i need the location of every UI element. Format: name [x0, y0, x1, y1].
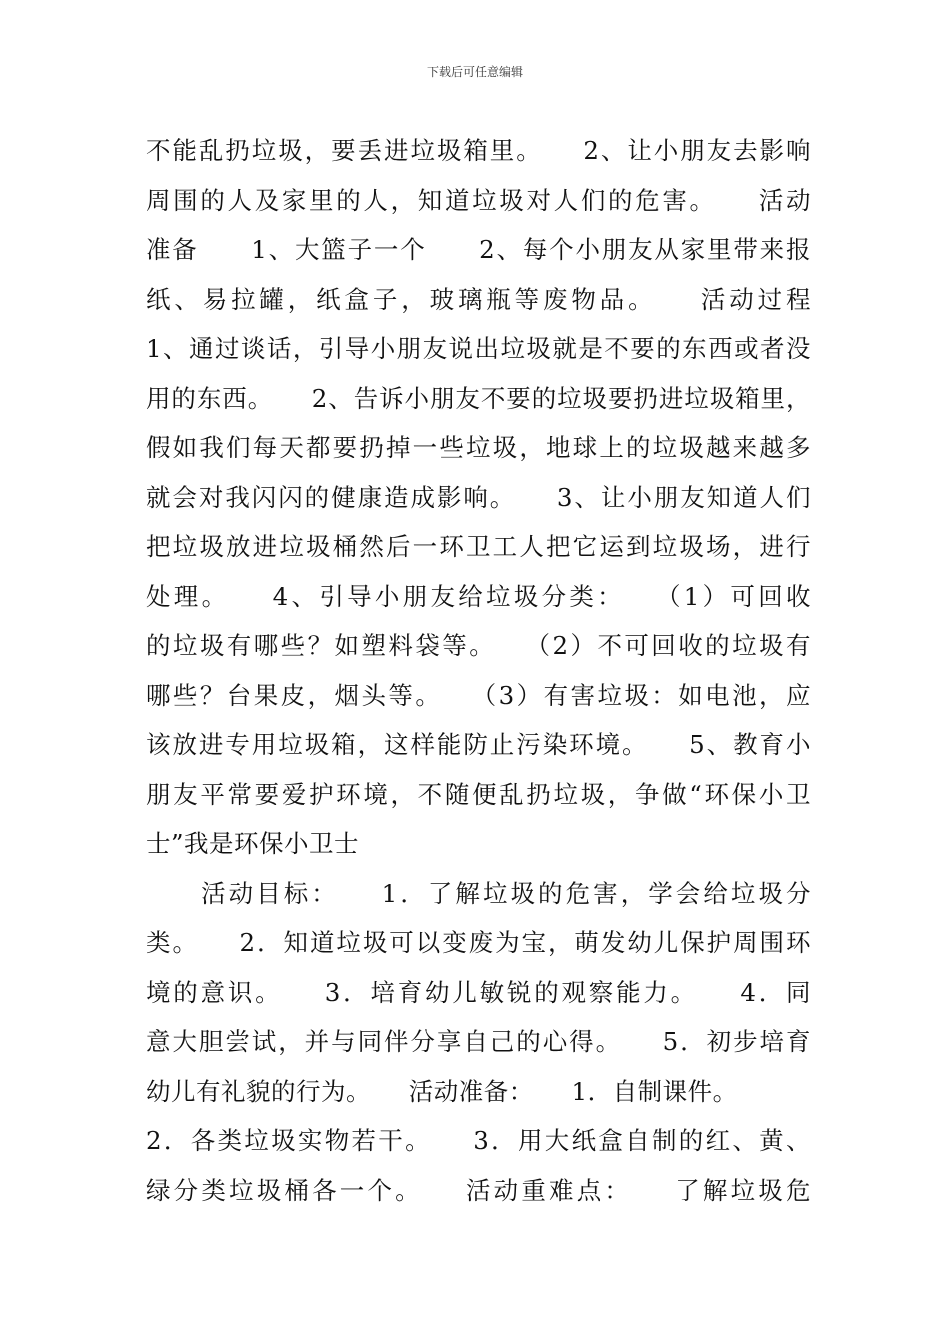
text-line: 不能乱扔垃圾，要丢进垃圾箱里。 2、让小朋友去影响 — [146, 136, 811, 165]
text-line: 幼儿有礼貌的行为。 活动准备： 1．自制课件。 — [146, 1076, 738, 1106]
text-line: 该放进专用垃圾箱，这样能防止污染环境。 5、教育小 — [146, 730, 811, 759]
text-line: 意大胆尝试，并与同伴分享自己的心得。 5．初步培育 — [146, 1027, 811, 1056]
text-line: 境的意识。 3．培育幼儿敏锐的观察能力。 4．同 — [146, 977, 811, 1007]
paragraph-1 — [146, 126, 811, 869]
paragraph-2 — [146, 869, 811, 1216]
text-line: 哪些？台果皮，烟头等。 （3）有害垃圾：如电池，应 — [146, 680, 811, 710]
text-line: 处理。 4、引导小朋友给垃圾分类： （1）可回收 — [146, 581, 811, 611]
page-header: 下载后可任意编辑 — [426, 65, 523, 79]
text-line: 1、通过谈话，引导小朋友说出垃圾就是不要的东西或者没 — [146, 334, 811, 363]
text-line: 朋友平常要爱护环境，不随便乱扔垃圾，争做“环保小卫 — [146, 779, 811, 809]
text-line: 准备 1、大篮子一个 2、每个小朋友从家里带来报 — [146, 235, 811, 264]
document-body — [146, 126, 811, 1215]
text-line: 用的东西。 2、告诉小朋友不要的垃圾要扔进垃圾箱里， — [146, 383, 811, 413]
text-line: 的垃圾有哪些？如塑料袋等。 （2）不可回收的垃圾有 — [146, 631, 811, 660]
text-line: 士”我是环保小卫士 — [146, 829, 360, 858]
text-line: 2．各类垃圾实物若干。 3．用大纸盒自制的红、黄、 — [146, 1126, 811, 1155]
text-line: 就会对我闪闪的健康造成影响。 3、让小朋友知道人们 — [146, 482, 811, 512]
text-line: 把垃圾放进垃圾桶然后一环卫工人把它运到垃圾场，进行 — [146, 532, 811, 561]
text-line: 假如我们每天都要扔掉一些垃圾，地球上的垃圾越来越多 — [146, 433, 811, 462]
text-line: 活动目标： 1．了解垃圾的危害，学会给垃圾分 — [146, 878, 811, 908]
text-line: 纸、易拉罐，纸盒子，玻璃瓶等废物品。 活动过程 — [146, 284, 811, 314]
text-line: 周围的人及家里的人，知道垃圾对人们的危害。 活动 — [146, 185, 811, 215]
text-line: 类。 2．知道垃圾可以变废为宝，萌发幼儿保护周围环 — [146, 928, 811, 957]
text-line: 绿分类垃圾桶各一个。 活动重难点： 了解垃圾危 — [146, 1175, 811, 1205]
